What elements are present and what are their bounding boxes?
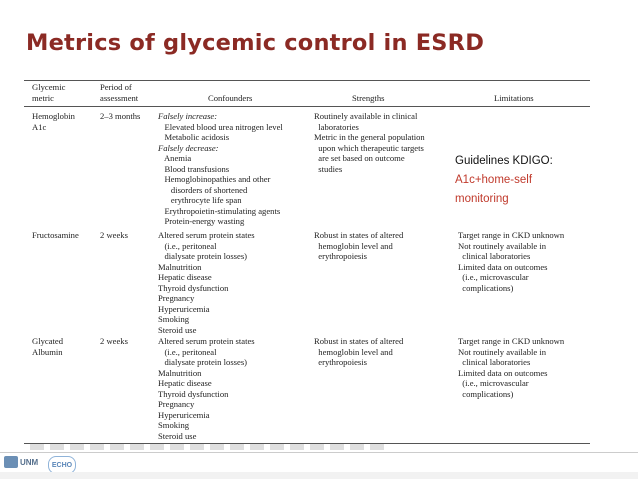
table-row-2-period: 2 weeks xyxy=(100,230,128,240)
guideline-text-line-1: A1c+home-self xyxy=(455,174,533,186)
table-row-3-strengths: Robust in states of altered hemoglobin level and erythropoiesis xyxy=(314,336,404,367)
slide-title: Metrics of glycemic control in ESRD xyxy=(26,30,485,56)
unm-logo: UNM xyxy=(4,456,38,468)
kdigo-guideline-note xyxy=(455,152,585,209)
table-row-2-metric: Fructosamine xyxy=(32,230,79,240)
echo-logo: ECHO xyxy=(48,456,76,474)
header-glycemic-metric: Glycemic metric xyxy=(32,82,66,103)
table-row-3-confounders: Altered serum protein states (i.e., peritoneal dialysate protein losses) Malnutrition Hepatic disease Thyroid dysfunction Pregnancy Hyperuricemia Smoking Steroid use xyxy=(158,336,255,441)
glycemic-metrics-table xyxy=(28,80,592,442)
header-limitations: Limitations xyxy=(494,93,534,103)
unm-emblem-icon xyxy=(4,456,18,468)
table-row-1-period: 2–3 months xyxy=(100,111,141,121)
table-row-2-strengths: Robust in states of altered hemoglobin level and erythropoiesis xyxy=(314,230,404,261)
footer-divider xyxy=(0,452,638,453)
table-row-2-limitations: Target range in CKD unknown Not routinely available in clinical laboratories Limited data on outcomes (i.e., microvascular complications) xyxy=(458,230,565,293)
footer-band xyxy=(0,472,638,479)
table-row-2-confounders: Altered serum protein states (i.e., peritoneal dialysate protein losses) Malnutrition Hepatic disease Thyroid dysfunction Pregnancy Hyperuricemia Smoking Steroid use xyxy=(158,230,255,335)
header-strengths: Strengths xyxy=(352,93,385,103)
table-row-3-period: 2 weeks xyxy=(100,336,128,346)
guideline-heading: Guidelines KDIGO: xyxy=(455,155,553,167)
blurred-citation xyxy=(30,444,390,450)
table-row-3-limitations: Target range in CKD unknown Not routinely available in clinical laboratories Limited data on outcomes (i.e., microvascular complications) xyxy=(458,336,565,399)
guideline-text-line-2: monitoring xyxy=(455,193,509,205)
header-confounders: Confounders xyxy=(208,93,253,103)
table-row-3-metric: Glycated Albumin xyxy=(32,336,64,357)
table-row-1-metric: Hemoglobin A1c xyxy=(32,111,75,132)
table-row-1-confounders: Falsely increase: Elevated blood urea nitrogen level Metabolic acidosis Falsely decrease: Anemia Blood transfusions Hemoglobinopathies and other disorders of shortened erythrocyte life span Erythropoietin-stimulating agents Protein-energy wasting xyxy=(158,111,283,226)
header-period: Period of assessment xyxy=(100,82,139,103)
table-row-1-strengths: Routinely available in clinical laboratories Metric in the general population upon which therapeutic targets are set based on outcome studies xyxy=(314,111,425,174)
